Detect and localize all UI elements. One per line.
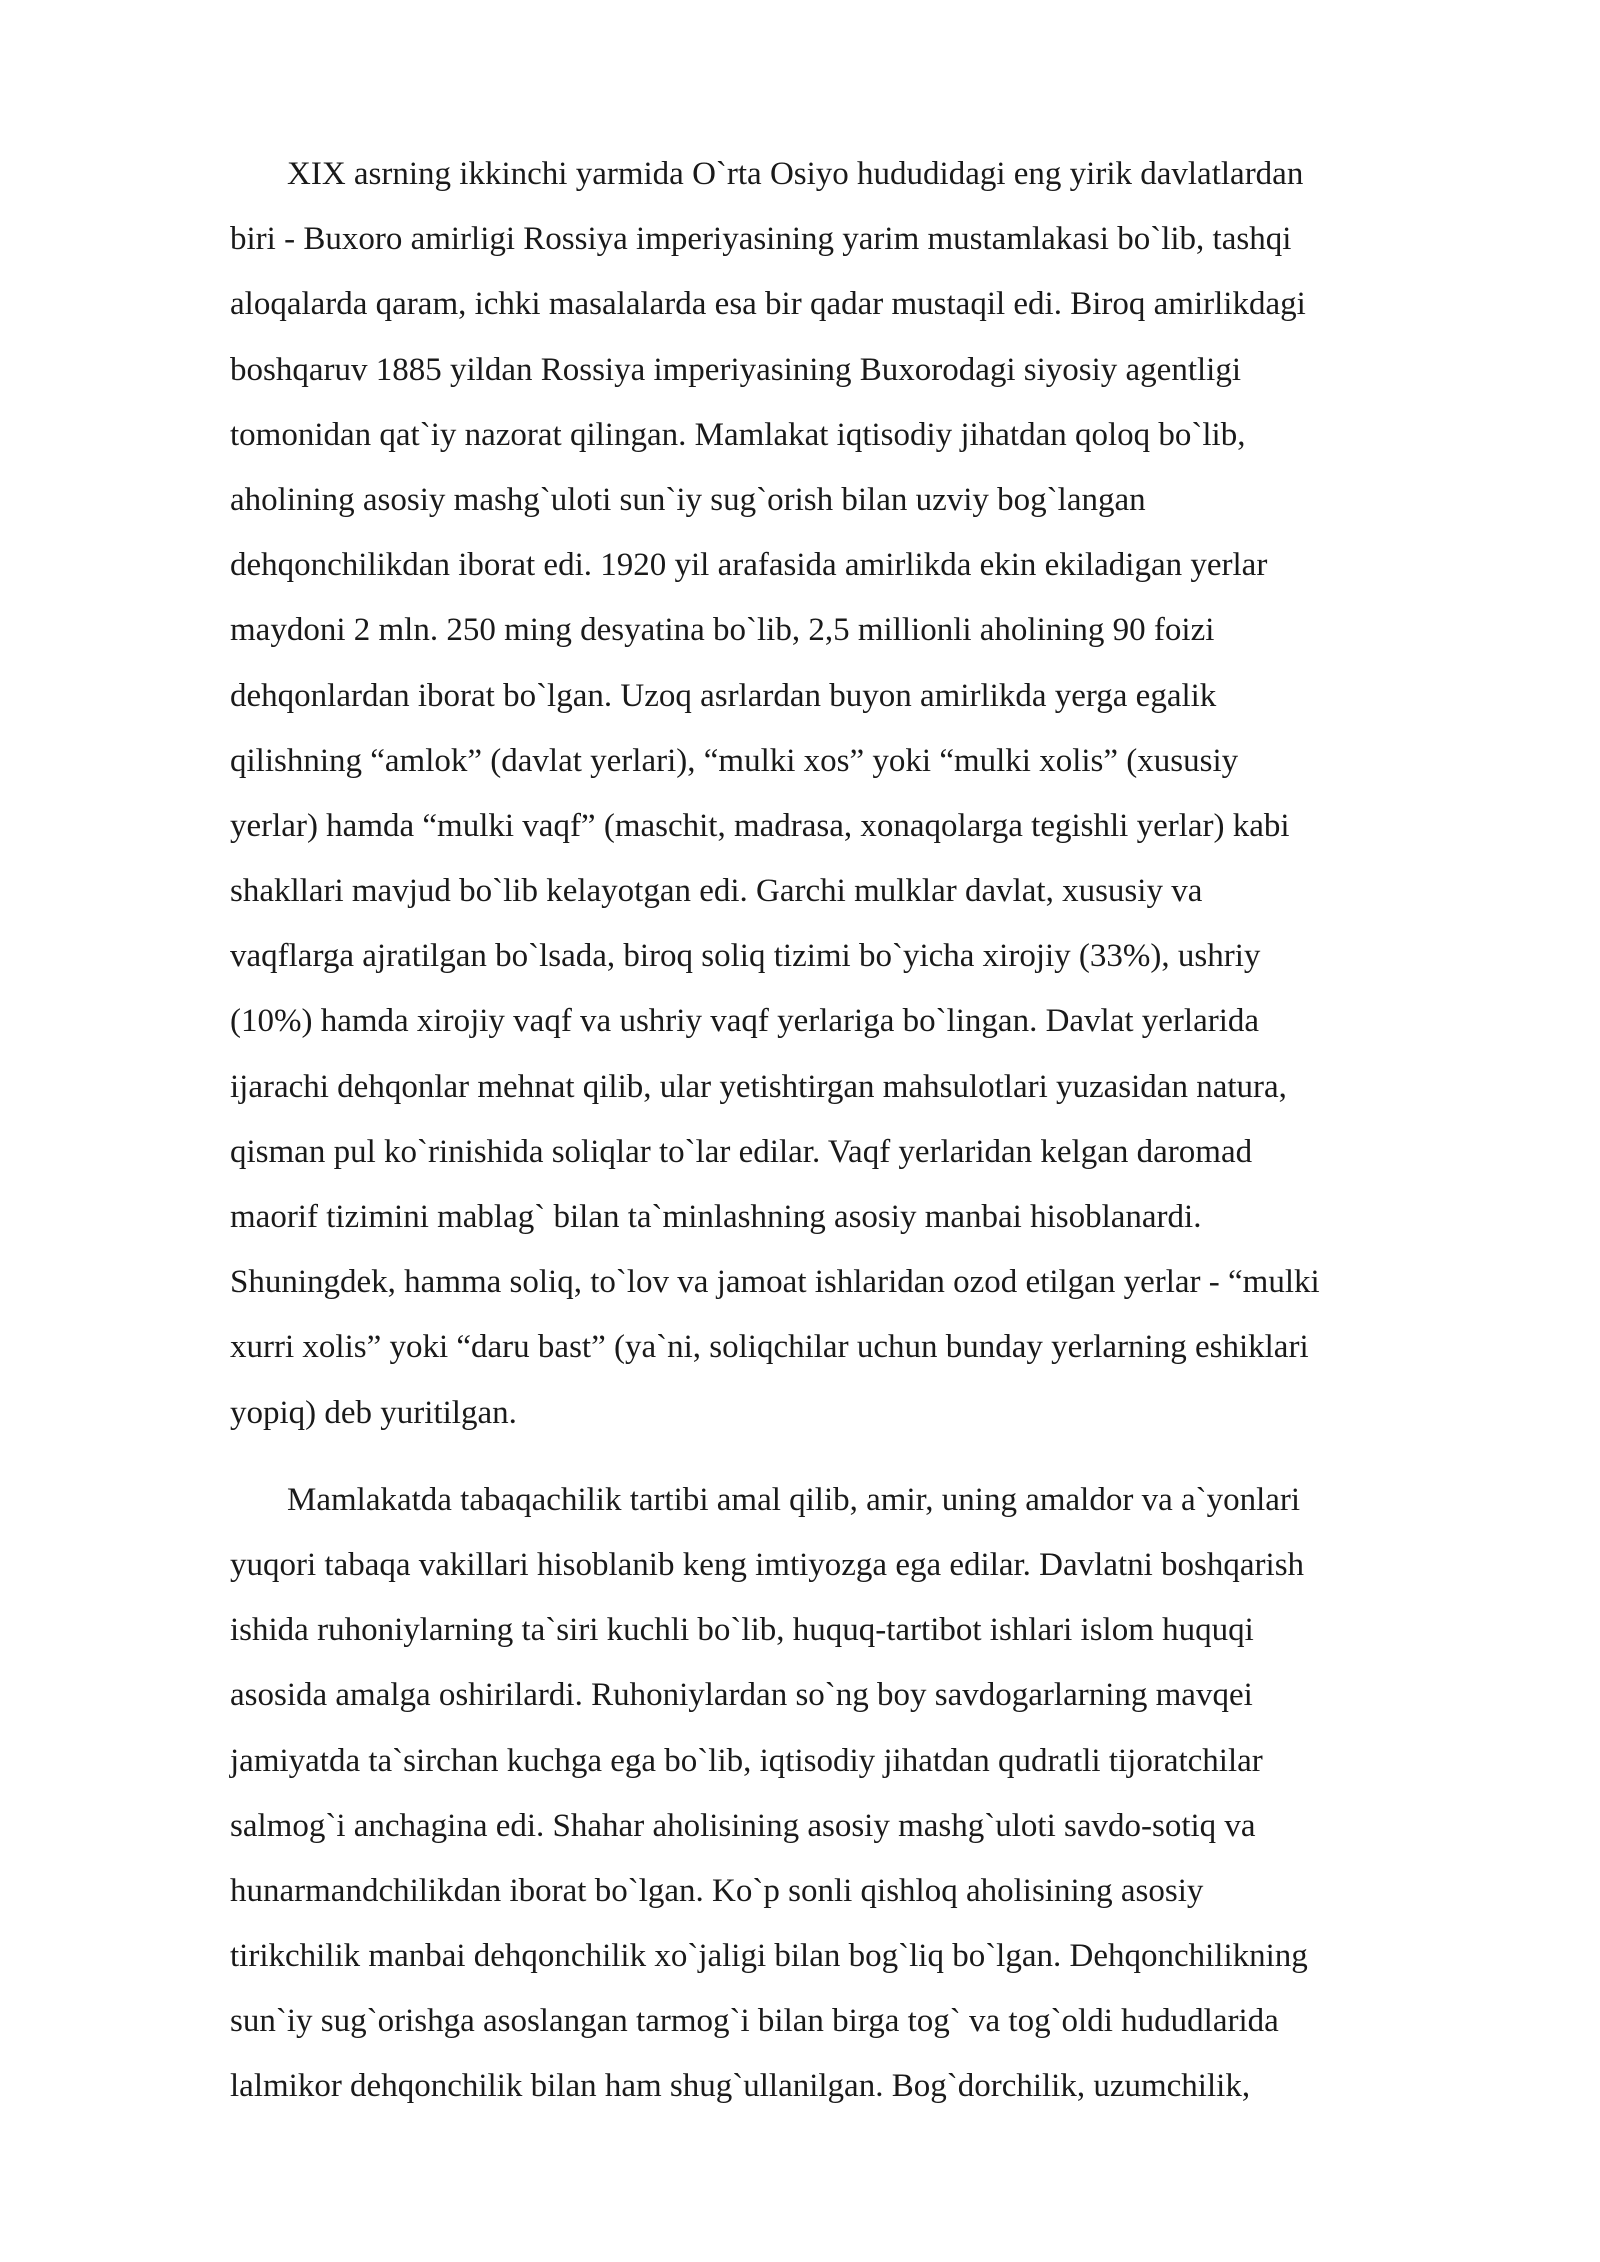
text-line: aloqalarda qaram, ichki masalalarda esa bir qadar mustaqil edi. Biroq amirlikdagi: [230, 286, 1306, 323]
text-line: biri - Buxoro amirligi Rossiya imperiyasining yarim mustamlakasi bo`lib, tashqi: [230, 221, 1292, 258]
text-line: tirikchilik manbai dehqonchilik xo`jaligi bilan bog`liq bo`lgan. Dehqonchilikning: [230, 1938, 1308, 1975]
text-line: aholining asosiy mashg`uloti sun`iy sug`orish bilan uzviy bog`langan: [230, 481, 1146, 518]
text-line: qisman pul ko`rinishida soliqlar to`lar edilar. Vaqf yerlaridan kelgan daromad: [230, 1133, 1253, 1170]
text-line: Mamlakatda tabaqachilik tartibi amal qilib, amir, uning amaldor va a`yonlari: [287, 1481, 1301, 1518]
text-line: (10%) hamda xirojiy vaqf va ushriy vaqf yerlariga bo`lingan. Davlat yerlarida: [230, 1003, 1260, 1040]
text-line: tomonidan qat`iy nazorat qilingan. Mamlakat iqtisodiy jihatdan qoloq bo`lib,: [230, 416, 1246, 453]
paragraph-2: [230, 1468, 1490, 2120]
text-line: vaqflarga ajratilgan bo`lsada, biroq soliq tizimi bo`yicha xirojiy (33%), ushriy: [230, 938, 1261, 975]
text-line: ijarachi dehqonlar mehnat qilib, ular yetishtirgan mahsulotlari yuzasidan natura,: [230, 1068, 1287, 1105]
text-line: salmog`i anchagina edi. Shahar aholisining asosiy mashg`uloti savdo-sotiq va: [230, 1807, 1256, 1844]
text-line: shakllari mavjud bo`lib kelayotgan edi. Garchi mulklar davlat, xususiy va: [230, 873, 1203, 910]
text-line: sun`iy sug`orishga asoslangan tarmog`i bilan birga tog` va tog`oldi hududlarida: [230, 2003, 1279, 2040]
text-line: jamiyatda ta`sirchan kuchga ega bo`lib, iqtisodiy jihatdan qudratli tijoratchilar: [230, 1742, 1263, 1779]
text-line: Shuningdek, hamma soliq, to`lov va jamoat ishlaridan ozod etilgan yerlar - “mulki: [230, 1264, 1320, 1301]
text-line: qilishning “amlok” (davlat yerlari), “mulki xos” yoki “mulki xolis” (xususiy: [230, 742, 1239, 779]
text-line: dehqonlardan iborat bo`lgan. Uzoq asrlardan buyon amirlikda yerga egalik: [230, 677, 1217, 714]
text-line: boshqaruv 1885 yildan Rossiya imperiyasining Buxorodagi siyosiy agentligi: [230, 351, 1241, 388]
text-line: xurri xolis” yoki “daru bast” (ya`ni, soliqchilar uchun bunday yerlarning eshiklari: [230, 1329, 1309, 1366]
text-line: yerlar) hamda “mulki vaqf” (maschit, madrasa, xonaqolarga tegishli yerlar) kabi: [230, 807, 1290, 844]
text-line: asosida amalga oshirilardi. Ruhoniylardan so`ng boy savdogarlarning mavqei: [230, 1677, 1253, 1714]
text-line: ishida ruhoniylarning ta`siri kuchli bo`lib, huquq-tartibot ishlari islom huquqi: [230, 1612, 1254, 1649]
text-line: yopiq) deb yuritilgan.: [230, 1394, 517, 1431]
document-body: [230, 142, 1490, 2120]
text-line: yuqori tabaqa vakillari hisoblanib keng imtiyozga ega edilar. Davlatni boshqarish: [230, 1546, 1305, 1583]
text-line: hunarmandchilikdan iborat bo`lgan. Ko`p sonli qishloq aholisining asosiy: [230, 1872, 1204, 1909]
text-line: maydoni 2 mln. 250 ming desyatina bo`lib, 2,5 millionli aholining 90 foizi: [230, 612, 1215, 649]
paragraph-1: [230, 142, 1490, 1446]
text-line: lalmikor dehqonchilik bilan ham shug`ullanilgan. Bog`dorchilik, uzumchilik,: [230, 2068, 1251, 2105]
text-line: maorif tizimini mablag` bilan ta`minlashning asosiy manbai hisoblanardi.: [230, 1199, 1202, 1235]
paragraph-spacing: [230, 1446, 1490, 1468]
text-line: XIX asrning ikkinchi yarmida O`rta Osiyo hududidagi eng yirik davlatlardan: [287, 156, 1304, 192]
text-line: dehqonchilikdan iborat edi. 1920 yil arafasida amirlikda ekin ekiladigan yerlar: [230, 547, 1268, 584]
